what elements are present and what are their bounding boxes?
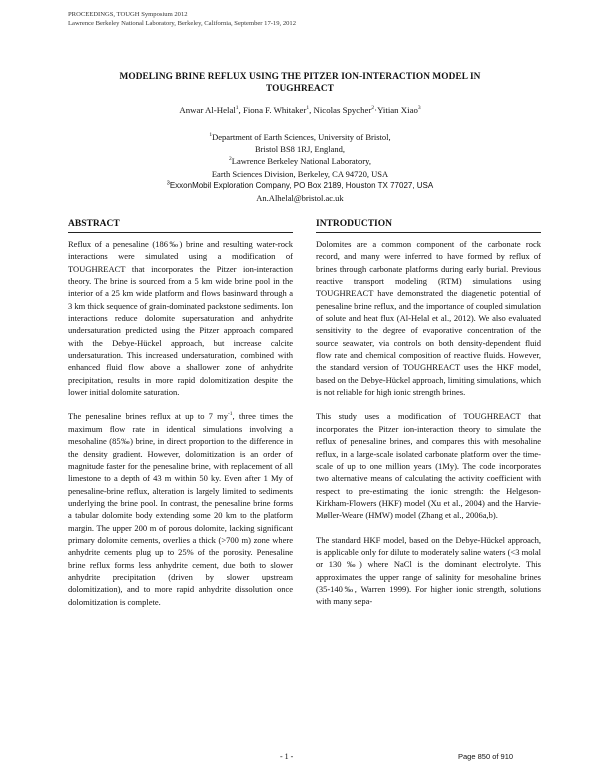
affiliation-line: $^2$Lawrence Berkeley National Laboratory,	[229, 156, 371, 167]
author-4: ·Yitian Xiao	[374, 105, 418, 115]
page-number: - 1 -	[280, 752, 294, 761]
introduction-paragraph-3: The standard HKF model, based on the Debye-Hückel approach, is applicable only for dilute to moderately saline waters (<3 molal or 130 ‰) where NaCl is the dominant electrolyte. This approximates the upper range of salinity for mesohaline brines (35-140‰, Warren 1999). For higher ionic strength, solutions with many sepa-	[316, 534, 541, 607]
left-column	[68, 218, 293, 620]
author-1: Anwar Al-Helal	[179, 105, 236, 115]
author-list: Anwar Al-Helal$^1$, Fiona F. Whitaker$^1$, Nicolas Spycher$^2$·Yitian Xiao$^3$	[179, 105, 421, 115]
abstract-paragraph-2: The penesaline brines reflux at up to 7 $my^{-1}$, three times the maximum flow rate in identical simulations involving a mesohaline (85‰) brine, in direct proportion to the difference in the density gradient. However, dolomitization is an order of magnitude faster for the penesaline brine, with replacement of all limestone to a depth of 43 m within 50 ky. Even after 1 My of penesaline-brine reflux, alteration is largely limited to sediments underlying the brine pool. In contrast, the penesaline brine forms a tabular dolomite body extending some 20 km to the platform margin. The upper 200 m of porous dolomite, lacking significant primary dolomite cements, overlies a thick (>700 m) zone where anhydrite cements plug up to 25% of the porosity. Penesaline brine reflux forms less anhydrite cement, due both to slower anhydrite precipitation (driven by slower upstream dolomitization), and to more rapid anhydrite dissolution once dolomitization is complete.	[68, 411, 293, 607]
paper-title	[60, 71, 540, 95]
abstract-heading: ABSTRACT	[68, 218, 293, 233]
header-line-2: Lawrence Berkeley National Laboratory, Berkeley, California, September 17-19, 2012	[68, 20, 297, 27]
introduction-paragraph-2: This study uses a modification of TOUGHREACT that incorporates the Pitzer ion-interaction theory to simulate the reflux of penesaline brines, and compares this with mesohaline reflux, in a large-scale isolated carbonate platform over the time-scale of up to one million years (1My). The code incorporates two alternative means of calculating the activity coefficient with respect to pre-estimating the ionic strength: the Helgeson-Kirkham-Flowers (HKF) model (Xu et al., 2004) and the Harvie-Møller-Weare (HMW) model (Zhang et al., 2006a,b).	[316, 411, 541, 521]
title-line-1: MODELING BRINE REFLUX USING THE PITZER ION-INTERACTION MODEL IN	[119, 72, 481, 82]
author-3: , Nicolas Spycher	[309, 105, 372, 115]
affiliations	[80, 131, 520, 204]
affiliation-line: Bristol BS8 1RJ, England,	[255, 144, 345, 155]
author-email: An.Alhelal@bristol.ac.uk	[256, 193, 344, 204]
page-of-total: Page 850 of 910	[458, 752, 514, 761]
abstract-paragraph-1: Reflux of a penesaline (186‰) brine and resulting water-rock interactions were simulated using a modification of TOUGHREACT that incorporates the Pitzer ion-interaction theory. The brine is sourced from a 5 km wide brine pool in the interior of a 25 km wide platform and flows basinward through a 3 km thick sequence of grain-dominated packstone sediments. Ion interactions reduce dolomite supersaturation and anhydrite undersaturation predicted using the Pitzer approach compared with the Debye-Hückel approach, but increase calcite undersaturation. This increased undersaturation, combined with enhanced fluid flow above a shallower zone of anhydrite precipitation, results in more rapid dolomitization despite the lower initial dolomite saturation.	[68, 239, 293, 398]
affiliation-line: $^1$Department of Earth Sciences, University of Bristol,	[209, 132, 391, 142]
title-line-2: TOUGHREACT	[266, 84, 334, 94]
running-header	[68, 10, 296, 28]
header-line-1: PROCEEDINGS, TOUGH Symposium 2012	[68, 11, 188, 18]
author-2: , Fiona F. Whitaker	[238, 105, 307, 115]
affiliation-line: $^3$ExxonMobil Exploration Company, PO Box 2189, Houston TX 77027, USA	[166, 180, 434, 190]
affiliation-line: Earth Sciences Division, Berkeley, CA 94720, USA	[211, 168, 389, 179]
right-column	[316, 218, 541, 620]
introduction-heading: INTRODUCTION	[316, 218, 541, 233]
introduction-paragraph-1: Dolomites are a common component of the carbonate rock record, and many were inferred to have formed by reflux of brines through carbonate platforms during early burial. Previous reactive transport modeling (RTM) simulations using TOUGHREACT have demonstrated the diagenetic potential of penesaline brine reflux, and the importance of coupled simulation of solute and heat flux (Al-Helal et al., 2012). We also evaluated sensitivity to the degree of evaporative concentration of the source seawater, via controls on both density-dependent fluid flow rate and chemical composition of reactive fluids. However, the standard version of TOUGHREACT uses the HKF model, based on the Debye-Hückel approach, limiting simulations, which is not reliable for high ionic strength brines.	[316, 239, 541, 398]
